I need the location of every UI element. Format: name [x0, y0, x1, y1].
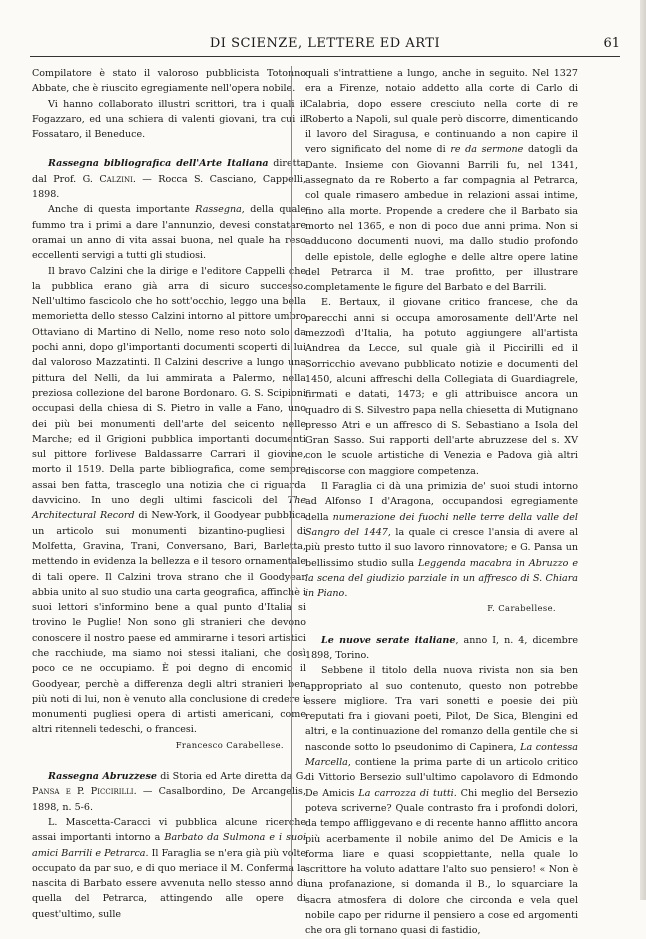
- column-divider: [291, 66, 292, 882]
- paragraph: Il bravo Calzini che la dirige e l'editore Cappelli che la pubblica erano già arra di sicuro successo. Nell'ultimo fascicolo che ho sott'occhio, leggo una bella memorietta dello stesso Calzini intorno al pittore umbro Ottaviano di Martino di Nello, nome reso noto solo da pochi anni, dopo gl'importanti documenti scoperti di lui dal valoroso Mazzatinti. Il Calzini descrive a lungo una pittura del Nelli, da lui ammirata a Palermo, nella preziosa collezione del barone Bordonaro. G. S. Scipioni occupasi della chiesa di S. Pietro in valle a Fano, uno dei più bei monumenti dell'arte del seicento nelle Marche; ed il Grigioni pubblica importanti documenti sul pittore forlivese Baldassarre Carrari il giovine, morto il 1519. Della parte bibliografica, come sempre assai ben fatta, trasceglo una notizia che ci riguarda davvicino. In uno degli ultimi fascicoli del The Architectural Record di New-York, il Goodyear pubblica un articolo sui monumenti bizantino-pugliesi di Molfetta, Gravina, Trani, Conversano, Bari, Barletta, mettendo in evidenza la bellezza e il tesoro ornamentale di tali opere. Il Calzini trova strano che il Goodyear abbia unito al suo studio una carta geografica, affinchè i suoi lettori s'informino bene a qual punto d'Italia si trovino le Puglie! Non sono gli stranieri che devono conoscere il nostro paese ed ammirarne i tesori artistici che racchiude, ma siamo noi stessi italiani, che così poco ce ne occupiamo. È poi degno di encomio il Goodyear, perchè a differenza degli altri stranieri ben più noti di lui, non è venuto alla conclusione di credere i monumenti pugliesi opera di artisti americani, come altri ritenneli tedeschi, o francesi.: [32, 265, 307, 736]
- review-heading-rassegna-abruzzese: Rassegna Abruzzese di Storia ed Arte diretta da G. Pansa e P. Piccirilli. — Casalbordino, De Arcangelis, 1898, n. 5-6.: [32, 771, 307, 813]
- review-author: G. Calzini: [82, 173, 133, 185]
- paragraph: Sebbene il titolo della nuova rivista non sia ben appropriato al suo contenuto, questo non potrebbe essere migliore. Tra vari sonetti e poesie dei più reputati fra i giovani poeti, Pilot, De Sica, Blengini ed altri, e la continuazione del romanzo della gentile che si nasconde sotto lo pseudonimo di Capinera, La contessa Marcella, contiene la prima parte di un articolo critico di Vittorio Bersezio sull'ultimo capolavoro di Edmondo De Amicis La carrozza di tutti. Chi meglio del Bersezio poteva scriverne? Quale contrasto fra i profondi dolori, da tempo affliggevano e di recente hanno afflitto ancora più acerbamente il nobile animo del De Amicis e la forma liare e quasi scoppiettante, nella quale lo scrittore ha voluto adattare l'alto suo pensiero! « Non è una profanazione, si domanda il B., lo squarciare la sacra atmosfera di dolore che circonda e vela quel nobile capo per ridurne il pensiero a cose ed argomenti che ora gli tornano quasi di fastidio,: [305, 665, 579, 937]
- left-column: [32, 66, 306, 922]
- paragraph: Il Faraglia ci dà una primizia de' suoi studi intorno ad Alfonso I d'Aragona, occupandosi egregiamente della numerazione dei fuochi nelle terre della valle del Sangro del 1447, la quale ci cresce l'ansia di avere al più presto tutto il suo lavoro rinnovatore; e G. Pansa un bellissimo studio sulla Leggenda macabra in Abruzzo e la scena del giudizio parziale in un affresco di S. Chiara in Piano.: [305, 481, 579, 600]
- right-column: [305, 66, 578, 939]
- page-edge: [640, 0, 646, 900]
- paragraph: Compilatore è stato il valoroso pubblicista Totonno Abbate, che è riuscito egregiamente nell'opera nobile.: [32, 68, 306, 95]
- review-authors: G. Pansa e P. Piccirilli: [32, 771, 307, 798]
- review-heading-nuove-serate: Le nuove serate italiane, anno I, n. 4, dicembre 1898, Torino.: [305, 634, 578, 661]
- running-header: [30, 34, 620, 57]
- running-title: DI SCIENZE, LETTERE ED ARTI: [209, 36, 441, 51]
- signature: F. Carabellese.: [487, 603, 556, 614]
- review-title: Rassegna bibliografica dell'Arte Italiana: [48, 158, 269, 170]
- review-heading-rassegna-bibliografica: Rassegna bibliografica dell'Arte Italiana diretta dal Prof. G. Calzini. — Rocca S. Casciano, Cappelli, 1898.: [32, 158, 306, 201]
- review-title: Rassegna Abruzzese: [48, 771, 157, 783]
- paragraph: E. Bertaux, il giovane critico francese, che da parecchi anni si occupa amorosamente dell'Arte nel mezzodì d'Italia, ha potuto aggiungere all'artista Andrea da Lecce, sul quale già il Piccirilli ed il Sorricchio avevano pubblicato notizie e documenti del 1450, alcuni affreschi della Collegiata di Guardiagrele, firmati e datati, 1473; e gli attribuisce ancora un quadro di S. Silvestro papa nella chiesetta di Mutignano presso Atri e un affresco di S. Sebastiano a Isola del Gran Sasso. Sui rapporti dell'arte abruzzese del s. XV con le scuole artistiche di Venezia e Padova già altri discorse con maggiore competenza.: [305, 297, 578, 477]
- paragraph: Anche di questa importante Rassegna, della quale fummo tra i primi a dare l'annunzio, devesi constatare oramai un anno di vita assai buona, nel quale ha reso eccellenti servigi a tutti gli studiosi.: [32, 204, 306, 262]
- paragraph: L. Mascetta-Caracci vi pubblica alcune ricerche assai importanti intorno a Barbato da Sulmona e i suoi amici Barrili e Petrarca. Il Faraglia se n'era già più volte occupato da par suo, e di quo meriace il M. Conferma la nascita di Barbato essere avvenuta nello stesso anno di quella del Petrarca, attingendo alle opere di quest'ultimo, sulle: [32, 816, 306, 920]
- review-title: Le nuove serate italiane: [321, 634, 456, 646]
- paragraph: quali s'intrattiene a lungo, anche in seguito. Nel 1327 era a Firenze, notaio addetto alla corte di Carlo di Calabria, dopo essere cresciuto nella corte di re Roberto a Napoli, sul quale però discorre, dimenticando il lavoro del Siragusa, e continuando a non capire il vero significato del nome di re da sermone datogli da Dante. Insieme con Giovanni Barrili fu, nel 1341, assegnato da re Roberto a far compagnia al Petrarca, col quale rimasero ambedue in relazioni assai intime, fino alla morte. Propende a credere che il Barbato sia morto nel 1365, e non di poco due anni prima. Non si adducono documenti nuovi, ma dallo studio profondo delle epistole, delle egloghe e delle altre opere latine del Petrarca il M. trae profitto, per illustrare completamente le figure del Barbato e del Barrili.: [305, 68, 578, 294]
- paragraph: Vi hanno collaborato illustri scrittori, tra i quali il Fogazzaro, ed una schiera di valenti giovani, tra cui il Fossataro, il Beneduce.: [32, 98, 306, 141]
- signature: Francesco Carabellese.: [175, 739, 284, 750]
- page-number: 61: [603, 36, 620, 51]
